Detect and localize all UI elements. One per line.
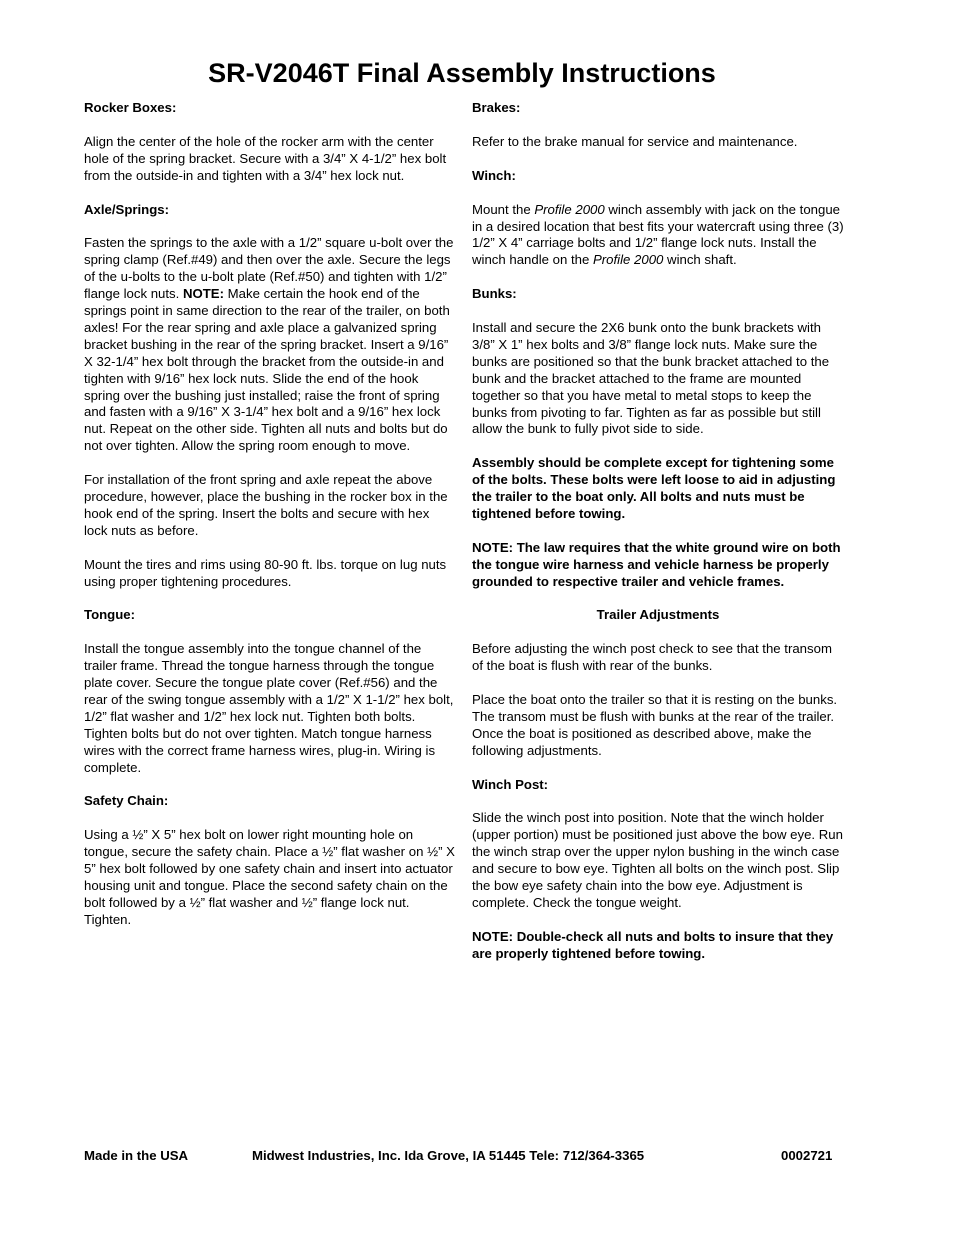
rocker-boxes-heading: Rocker Boxes: bbox=[84, 100, 177, 115]
trailer-adjustments-heading: Trailer Adjustments bbox=[596, 607, 720, 623]
axle-springs-text-3: Mount the tires and rims using 80-90 ft. lbs. torque on lug nuts using proper tightening procedures. bbox=[84, 556, 447, 589]
winch-text-part-a: Mount the bbox=[472, 201, 535, 217]
safety-chain-heading: Safety Chain: bbox=[84, 793, 169, 809]
axle-springs-text-1 bbox=[84, 235, 456, 455]
left-column bbox=[84, 100, 456, 946]
winch-text-part-b: winch assembly with jack on the tongue in a desired location that best fits your watercraft using three (3) 1/2” X 4” carriage bolts and 1/2” flange lock nuts. Install the winch handle on the bbox=[472, 201, 844, 268]
trailer-adjustments-text-2: Place the boat onto the trailer so that it is resting on the bunks. The transom must be flush with bunks at the rear of the trailer. Once the boat is positioned as described above, make the following adjustments. bbox=[472, 692, 838, 758]
footer-made-in: Made in the USA bbox=[84, 1148, 189, 1163]
trailer-adjustments-text-1: Before adjusting the winch post check to see that the transom of the boat is flush with rear of the bunks. bbox=[472, 641, 832, 674]
brakes-heading: Brakes: bbox=[472, 100, 521, 115]
bunks-heading: Bunks: bbox=[472, 286, 517, 302]
axle-note-label: NOTE: bbox=[182, 286, 224, 302]
footer-company: Midwest Industries, Inc. Ida Grove, IA 51445 Tele: 712/364-3365 bbox=[252, 1148, 645, 1163]
winch-post-text: Slide the winch post into position. Note that the winch holder (upper portion) must be positioned just above the bow eye. Run the winch strap over the upper nylon bushing in the winch case and secure to bow eye. Tighten all bolts on the winch post. Slip the bow eye safety chain into the bow eye. Adjustment is complete. Check the tongue weight. bbox=[472, 810, 843, 910]
final-note: NOTE: Double-check all nuts and bolts to insure that they are properly tightened before towing. bbox=[472, 928, 834, 961]
tongue-heading: Tongue: bbox=[84, 607, 136, 623]
winch-post-heading: Winch Post: bbox=[472, 776, 549, 792]
right-column bbox=[472, 100, 844, 979]
axle-text-part-b: Make certain the hook end of the springs point in same direction to the rear of the trailer, on both axles! For the rear spring and axle place a galvanized spring bracket bushing in the rear of the spring bracket. Insert a 9/16” X 32-1/4” hex bolt through the bracket from the outside-in and tighten with 9/16” hex lock nuts. Slide the end of the hook spring over the bushing just installed; raise the front of spring and fasten with a 9/16” X 3-1/4” hex bolt and a 9/16” hex lock nut. Repeat on the other side. Tighten all nuts and bolts but do not over tighten. Allow the spring room enough to move. bbox=[84, 286, 450, 454]
winch-text-part-c: winch shaft. bbox=[663, 252, 737, 268]
winch-model-name-2: Profile 2000 bbox=[592, 252, 664, 268]
winch-text bbox=[472, 202, 844, 270]
assembly-note: Assembly should be complete except for tightening some of the bolts. These bolts were left loose to aid in adjusting the trailer to the boat only. All bolts and nuts must be tightened before towing. bbox=[472, 455, 836, 521]
footer-code: 0002721 bbox=[781, 1148, 833, 1163]
rocker-boxes-text: Align the center of the hole of the rocker arm with the center hole of the spring bracket. Secure with a 3/4” X 4-1/2” hex bolt from the outside-in and tighten with a 3/4” hex lock nut. bbox=[84, 133, 447, 183]
ground-wire-note: NOTE: The law requires that the white ground wire on both the tongue wire harness and vehicle harness be properly grounded to respective trailer and vehicle frames. bbox=[472, 539, 841, 589]
brakes-text: Refer to the brake manual for service and maintenance. bbox=[472, 133, 798, 149]
axle-text-part-a: Fasten the springs to the axle with a 1/2” square u-bolt over the spring clamp (Ref.#49) and then over the axle. Secure the legs of the u-bolts to the u-bolt plate (Ref.#50) and tighten with 1/2” flange lock nuts. bbox=[84, 235, 454, 302]
tongue-text: Install the tongue assembly into the tongue channel of the trailer frame. Thread the tongue harness through the tongue plate cover. Secure the tongue plate cover (Ref.#56) and the rear of the swing tongue assembly with a 1/2” X 1-1/2” hex bolt, 1/2” flat washer and 1/2” hex lock nut. Tighten both bolts. Tighten bolts but do not over tighten. Match tongue harness wires with the correct frame harness wires, plug-in. Wiring is complete. bbox=[84, 641, 454, 775]
bunks-text: Install and secure the 2X6 bunk onto the bunk brackets with 3/8” X 1” hex bolts and 3/8” flange lock nuts. Make sure the bunks are positioned so that the bunk bracket attached to the bunk and the bracket attached to the frame are mounted together so that you have metal to metal stops to keep the bunks from pivoting to far. Tighten as far as possible but still allow the bunk to fully pivot side to side. bbox=[472, 320, 830, 437]
winch-model-name-1: Profile 2000 bbox=[534, 201, 605, 217]
winch-heading: Winch: bbox=[472, 167, 516, 183]
axle-springs-text-2: For installation of the front spring and axle repeat the above procedure, however, place the bushing in the rocker box in the hook end of the spring. Insert the bolts and secure with hex lock nuts as before. bbox=[84, 472, 448, 538]
axle-springs-heading: Axle/Springs: bbox=[84, 201, 170, 217]
safety-chain-text: Using a ½” X 5” hex bolt on lower right mounting hole on tongue, secure the safety chain. Place a ½” flat washer on ½” X 5” hex bolt followed by one safety chain and insert into actuator housing unit and tongue. Place the second safety chain on the bolt followed by a ½” flat washer and ½” flange lock nut. Tighten. bbox=[84, 827, 455, 927]
page-title: SR-V2046T Final Assembly Instructions bbox=[208, 58, 716, 88]
